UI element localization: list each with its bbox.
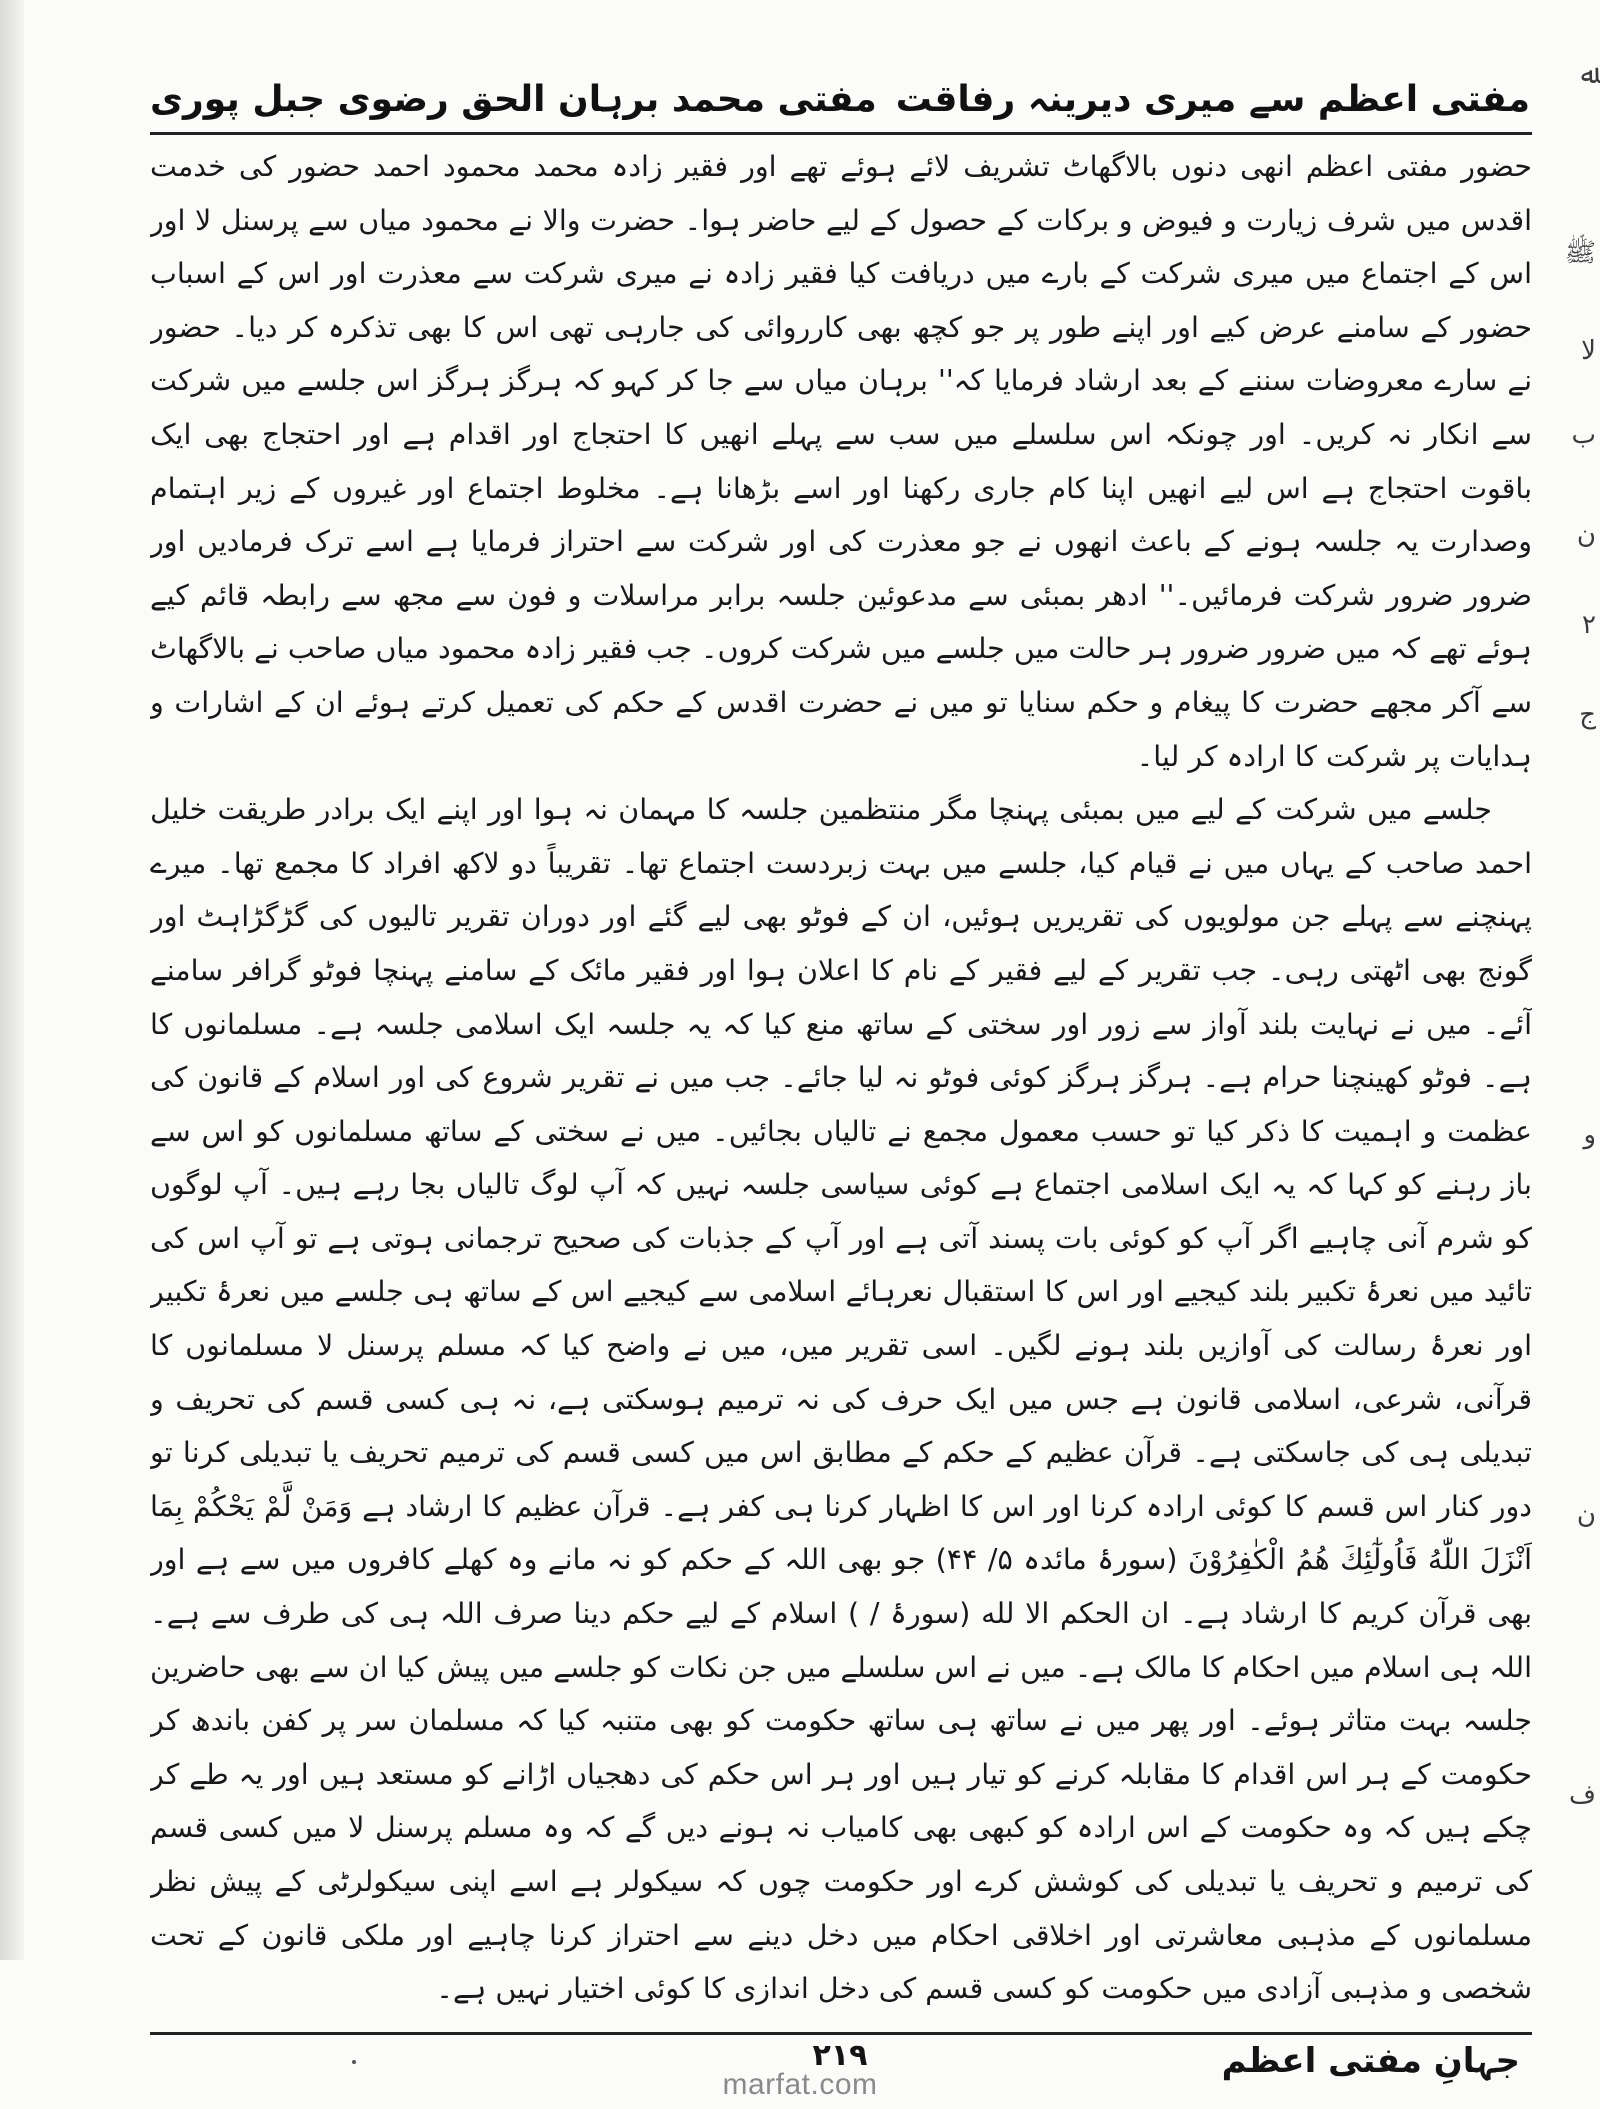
article-body bbox=[150, 140, 1532, 2020]
paragraph-text: جلسے میں شرکت کے لیے میں بمبئی پہنچا مگر منتظمین جلسہ کا مہمان نہ ہوا اور اپنے ایک برادر طریقت خلیل احمد صاحب کے یہاں میں نے قیام کیا، جلسے میں بہت زبردست اجتماع تھا۔ تقریباً دو لاکھ افراد کا مجمع تھا۔ میرے پہنچنے سے پہلے جن مولویوں کی تقریریں ہوئیں، ان کے فوٹو بھی لیے گئے اور دوران تقریر تالیوں کی گڑگڑاہٹ اور گونج بھی اٹھتی رہی۔ جب تقریر کے لیے فقیر کے نام کا اعلان ہوا اور فقیر مائک کے سامنے پہنچا فوٹو گرافر سامنے آئے۔ میں نے نہایت بلند آواز سے زور اور سختی کے ساتھ منع کیا کہ یہ جلسہ ایک اسلامی جلسہ ہے۔ مسلمانوں کا ہے۔ فوٹو کھینچنا حرام ہے۔ ہرگز ہرگز کوئی فوٹو نہ لیا جائے۔ جب میں نے تقریر شروع کی اور اسلام کے قانون کی عظمت و اہمیت کا ذکر کیا تو حسب معمول مجمع نے تالیاں بجائیں۔ میں نے سختی کے ساتھ مسلمانوں کو اس سے باز رہنے کو کہا کہ یہ ایک اسلامی اجتماع ہے کوئی سیاسی جلسہ نہیں کہ آپ لوگ تالیاں بجا رہے ہیں۔ آپ لوگوں کو شرم آنی چاہیے اگر آپ کو کوئی بات پسند آتی ہے اور آپ کے جذبات کی صحیح ترجمانی ہوتی ہے تو آپ اس کی تائید میں نعرۂ تکبیر بلند کیجیے اور اس کا استقبال نعرہائے اسلامی سے کیجیے اس کے ساتھ ہی جلسے میں نعرۂ تکبیر اور نعرۂ رسالت کی آوازیں بلند ہونے لگیں۔ اسی تقریر میں، میں نے واضح کیا کہ مسلم پرسنل لا مسلمانوں کا قرآنی، شرعی، اسلامی قانون ہے جس میں ایک حرف کی نہ ترمیم ہوسکتی ہے، نہ ہی کسی قسم کی تحریف و تبدیلی ہی کی جاسکتی ہے۔ قرآن عظیم کے حکم کے مطابق اس میں کسی قسم کی ترمیم تحریف یا تبدیلی کرنا تو دور کنار اس قسم کا کوئی ارادہ کرنا اور اس کا اظہار کرنا ہی کفر ہے۔ قرآن عظیم کا ارشاد ہے bbox=[150, 793, 1532, 1523]
binding-edge bbox=[0, 0, 24, 1960]
bleed-glyph: ن bbox=[1576, 1500, 1596, 1530]
bleed-glyph: ن bbox=[1576, 520, 1596, 550]
footer-rule bbox=[150, 2032, 1532, 2035]
bleed-glyph: ﷺ bbox=[1564, 238, 1596, 268]
running-header bbox=[150, 64, 1530, 134]
quran-verse: وَمَنْ لَّمْ يَحْكُمْ بِمَا اَنْزَلَ اللّٰهُ فَاُولٰٓئِكَ هُمُ الْكٰفِرُوْنَ bbox=[150, 1489, 1532, 1577]
adjacent-page-bleed bbox=[1544, 0, 1600, 1960]
paragraph bbox=[150, 2016, 1532, 2020]
paragraph-text: جو بھی اللہ کے حکم کو نہ مانے وہ کھلے کافروں میں سے ہے اور بھی قرآن کریم کا ارشاد ہے۔ bbox=[150, 1543, 1532, 1631]
quran-verse: ان الحكم الا لله bbox=[981, 1597, 1170, 1631]
bleed-glyph: ج bbox=[1579, 700, 1596, 730]
paragraph-text: اسلام کے لیے حکم دینا صرف اللہ ہی کی طرف سے ہے۔ اللہ ہی اسلام میں احکام کا مالک ہے۔ میں نے اس سلسلے میں جن نکات کو جلسے میں پیش کیا ان سے بھی حاضرین جلسہ بہت متاثر ہوئے۔ اور پھر میں نے ساتھ ہی ساتھ حکومت کو بھی متنبہ کیا کہ مسلمان سر پر کفن باندھ کر حکومت کے ہر اس اقدام کا مقابلہ کرنے کو تیار ہیں اور ہر اس حکم کی دھجیاں اڑانے کو مستعد ہیں اور یہ طے کر چکے ہیں کہ وہ حکومت کے اس ارادہ کو کبھی بھی کامیاب نہ ہونے دیں گے کہ وہ مسلم پرسنل لا میں کسی قسم کی ترمیم و تحریف یا تبدیلی کی کوشش کرے اور حکومت چوں کہ سیکولر ہے اسے اپنی سیکولرٹی کے پیش نظر مسلمانوں کے مذہبی معاشرتی اور اخلاقی احکام میں دخل دینے سے احتراز کرنا چاہیے اور ملکی قانون کے تحت شخصی و مذہبی آزادی میں حکومت کو کسی قسم کی دخل اندازی کا کوئی اختیار نہیں ہے۔ bbox=[150, 1597, 1532, 2006]
author-name: مفتی محمد برہان الحق رضوی جبل پوری bbox=[150, 78, 877, 120]
paragraph: حضور مفتی اعظم انھی دنوں بالاگھاٹ تشریف لائے ہوئے تھے اور فقیر زادہ محمد محمود احمد حضور کی خدمت اقدس میں شرف زیارت و فیوض و برکات کے حصول کے لیے حاضر ہوا۔ حضرت والا نے محمود میاں سے پرسنل لا اور اس کے اجتماع میں میری شرکت کے بارے میں دریافت کیا فقیر زادہ نے میری شرکت سے معذرت اور اس کے اسباب حضور کے سامنے عرض کیے اور اپنے طور پر جو کچھ بھی کارروائی کی جارہی تھی اس کا بھی تذکرہ کر دیا۔ حضور نے سارے معروضات سننے کے بعد ارشاد فرمایا کہ'' برہان میاں سے جا کر کہو کہ ہرگز ہرگز اس جلسے میں شرکت سے انکار نہ کریں۔ اور چونکہ اس سلسلے میں سب سے پہلے انھیں کا احتجاج اور اقدام ہے اور احتجاج بھی ایک باقوت احتجاج ہے اس لیے انھیں اپنا کام جاری رکھنا اور اسے بڑھانا ہے۔ مخلوط اجتماع اور غیروں کے زیر اہتمام وصدارت یہ جلسہ ہونے کے باعث انھوں نے جو معذرت کی اور شرکت سے احتراز فرمایا ہے اسے ترک فرمادیں اور ضرور ضرور شرکت فرمائیں۔'' ادھر بمبئی سے مدعوئین جلسہ برابر مراسلات و فون سے مجھ سے رابطہ قائم کیے ہوئے تھے کہ میں ضرور ضرور ہر حالت میں جلسے میں شرکت کروں۔ جب فقیر زادہ محمود میاں صاحب نے بالاگھاٹ سے آکر مجھے حضرت کا پیغام و حکم سنایا تو میں نے حضرت اقدس کے حکم کی تعمیل کرتے ہوئے ان کے اشارات و ہدایات پر شرکت کا ارادہ کر لیا۔ bbox=[150, 150, 1532, 773]
bleed-glyph: لا bbox=[1581, 336, 1596, 366]
bleed-glyph: و bbox=[1583, 1120, 1596, 1150]
watermark: marfat.com bbox=[722, 2068, 878, 2101]
bleed-glyph: ب bbox=[1571, 420, 1596, 450]
paragraph bbox=[150, 783, 1532, 2016]
verse-reference: (سورۂ / ) bbox=[848, 1597, 971, 1631]
scan-speck bbox=[352, 2060, 356, 2064]
page-number: ۲۱۹ bbox=[812, 2038, 868, 2073]
header-rule bbox=[150, 132, 1532, 135]
bleed-glyph: ف bbox=[1569, 1780, 1596, 1810]
article-title: مفتی اعظم سے میری دیرینہ رفاقت bbox=[895, 78, 1530, 120]
book-title: جہانِ مفتی اعظم bbox=[1221, 2041, 1520, 2081]
bleed-glyph: ﷲ bbox=[1580, 60, 1596, 90]
bleed-glyph: ۲ bbox=[1582, 610, 1596, 640]
verse-reference: (سورۂ مائدہ ۵/ ۴۴) bbox=[935, 1543, 1178, 1577]
